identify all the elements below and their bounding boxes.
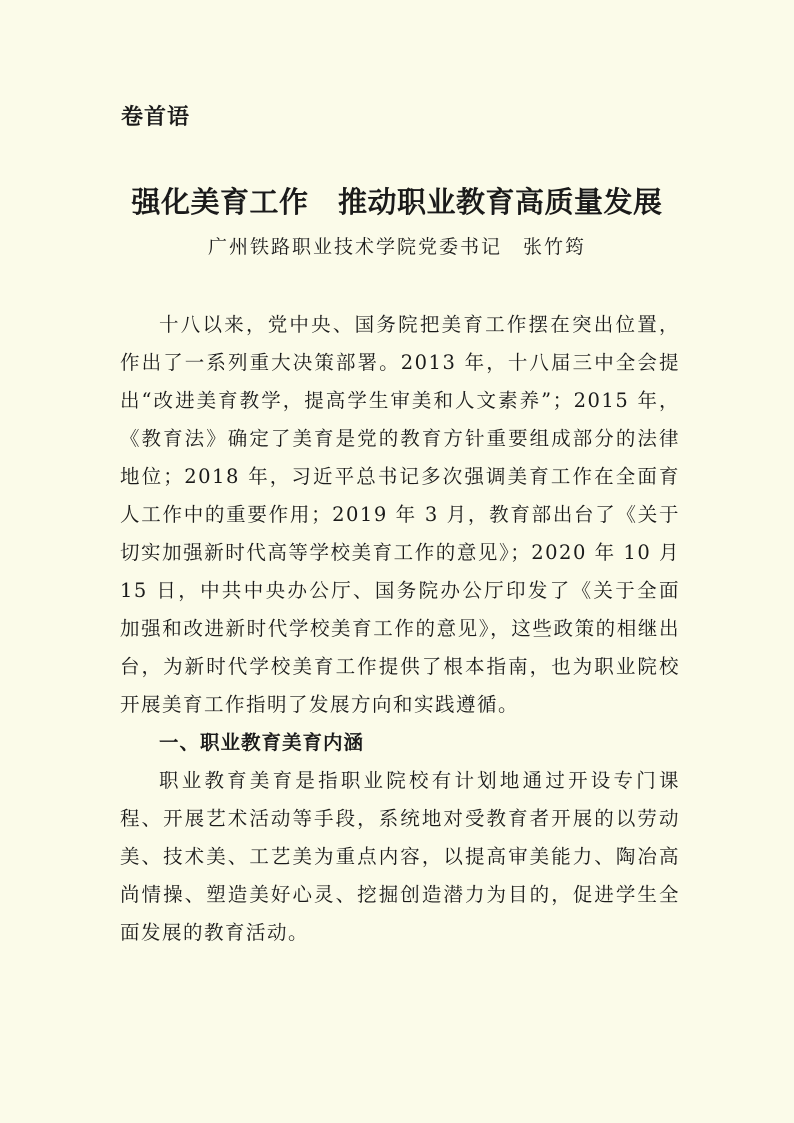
body-paragraph: 职业教育美育是指职业院校有计划地通过开设专门课程、开展艺术活动等手段，系统地对受教育者开展的以劳动美、技术美、工艺美为重点内容，以提高审美能力、陶冶高尚情操、塑造美好心灵、挖掘创造潜力为目的，促进学生全面发展的教育活动。 [120, 769, 680, 944]
article-title: 强化美育工作 推动职业教育高质量发展 [131, 185, 663, 219]
column-label: 卷首语 [121, 105, 191, 130]
body-paragraph: 十八以来，党中央、国务院把美育工作摆在突出位置，作出了一系列重大决策部署。2013 年，十八届三中全会提出“改进美育教学，提高学生审美和人文素养”；2015 年，《教育法》确定了美育是党的教育方针重要组成部分的法律地位；2018 年，习近平总书记多次强调美育工作在全面育人工作中的重要作用；2019 年 3 月，教育部出台了《关于切实加强新时代高等学校美育工作的意见》；2020 年 10 月 15 日，中共中央办公厅、国务院办公厅印发了《关于全面加强和改进新时代学校美育工作的意见》，这些政策的相继出台，为新时代学校美育工作提供了根本指南，也为职业院校开展美育工作指明了发展方向和实践遵循。 [120, 313, 680, 716]
author-byline: 广州铁路职业技术学院党委书记 张竹筠 [207, 236, 586, 258]
section-heading: 一、职业教育美育内涵 [159, 731, 365, 754]
article-body [120, 306, 680, 952]
